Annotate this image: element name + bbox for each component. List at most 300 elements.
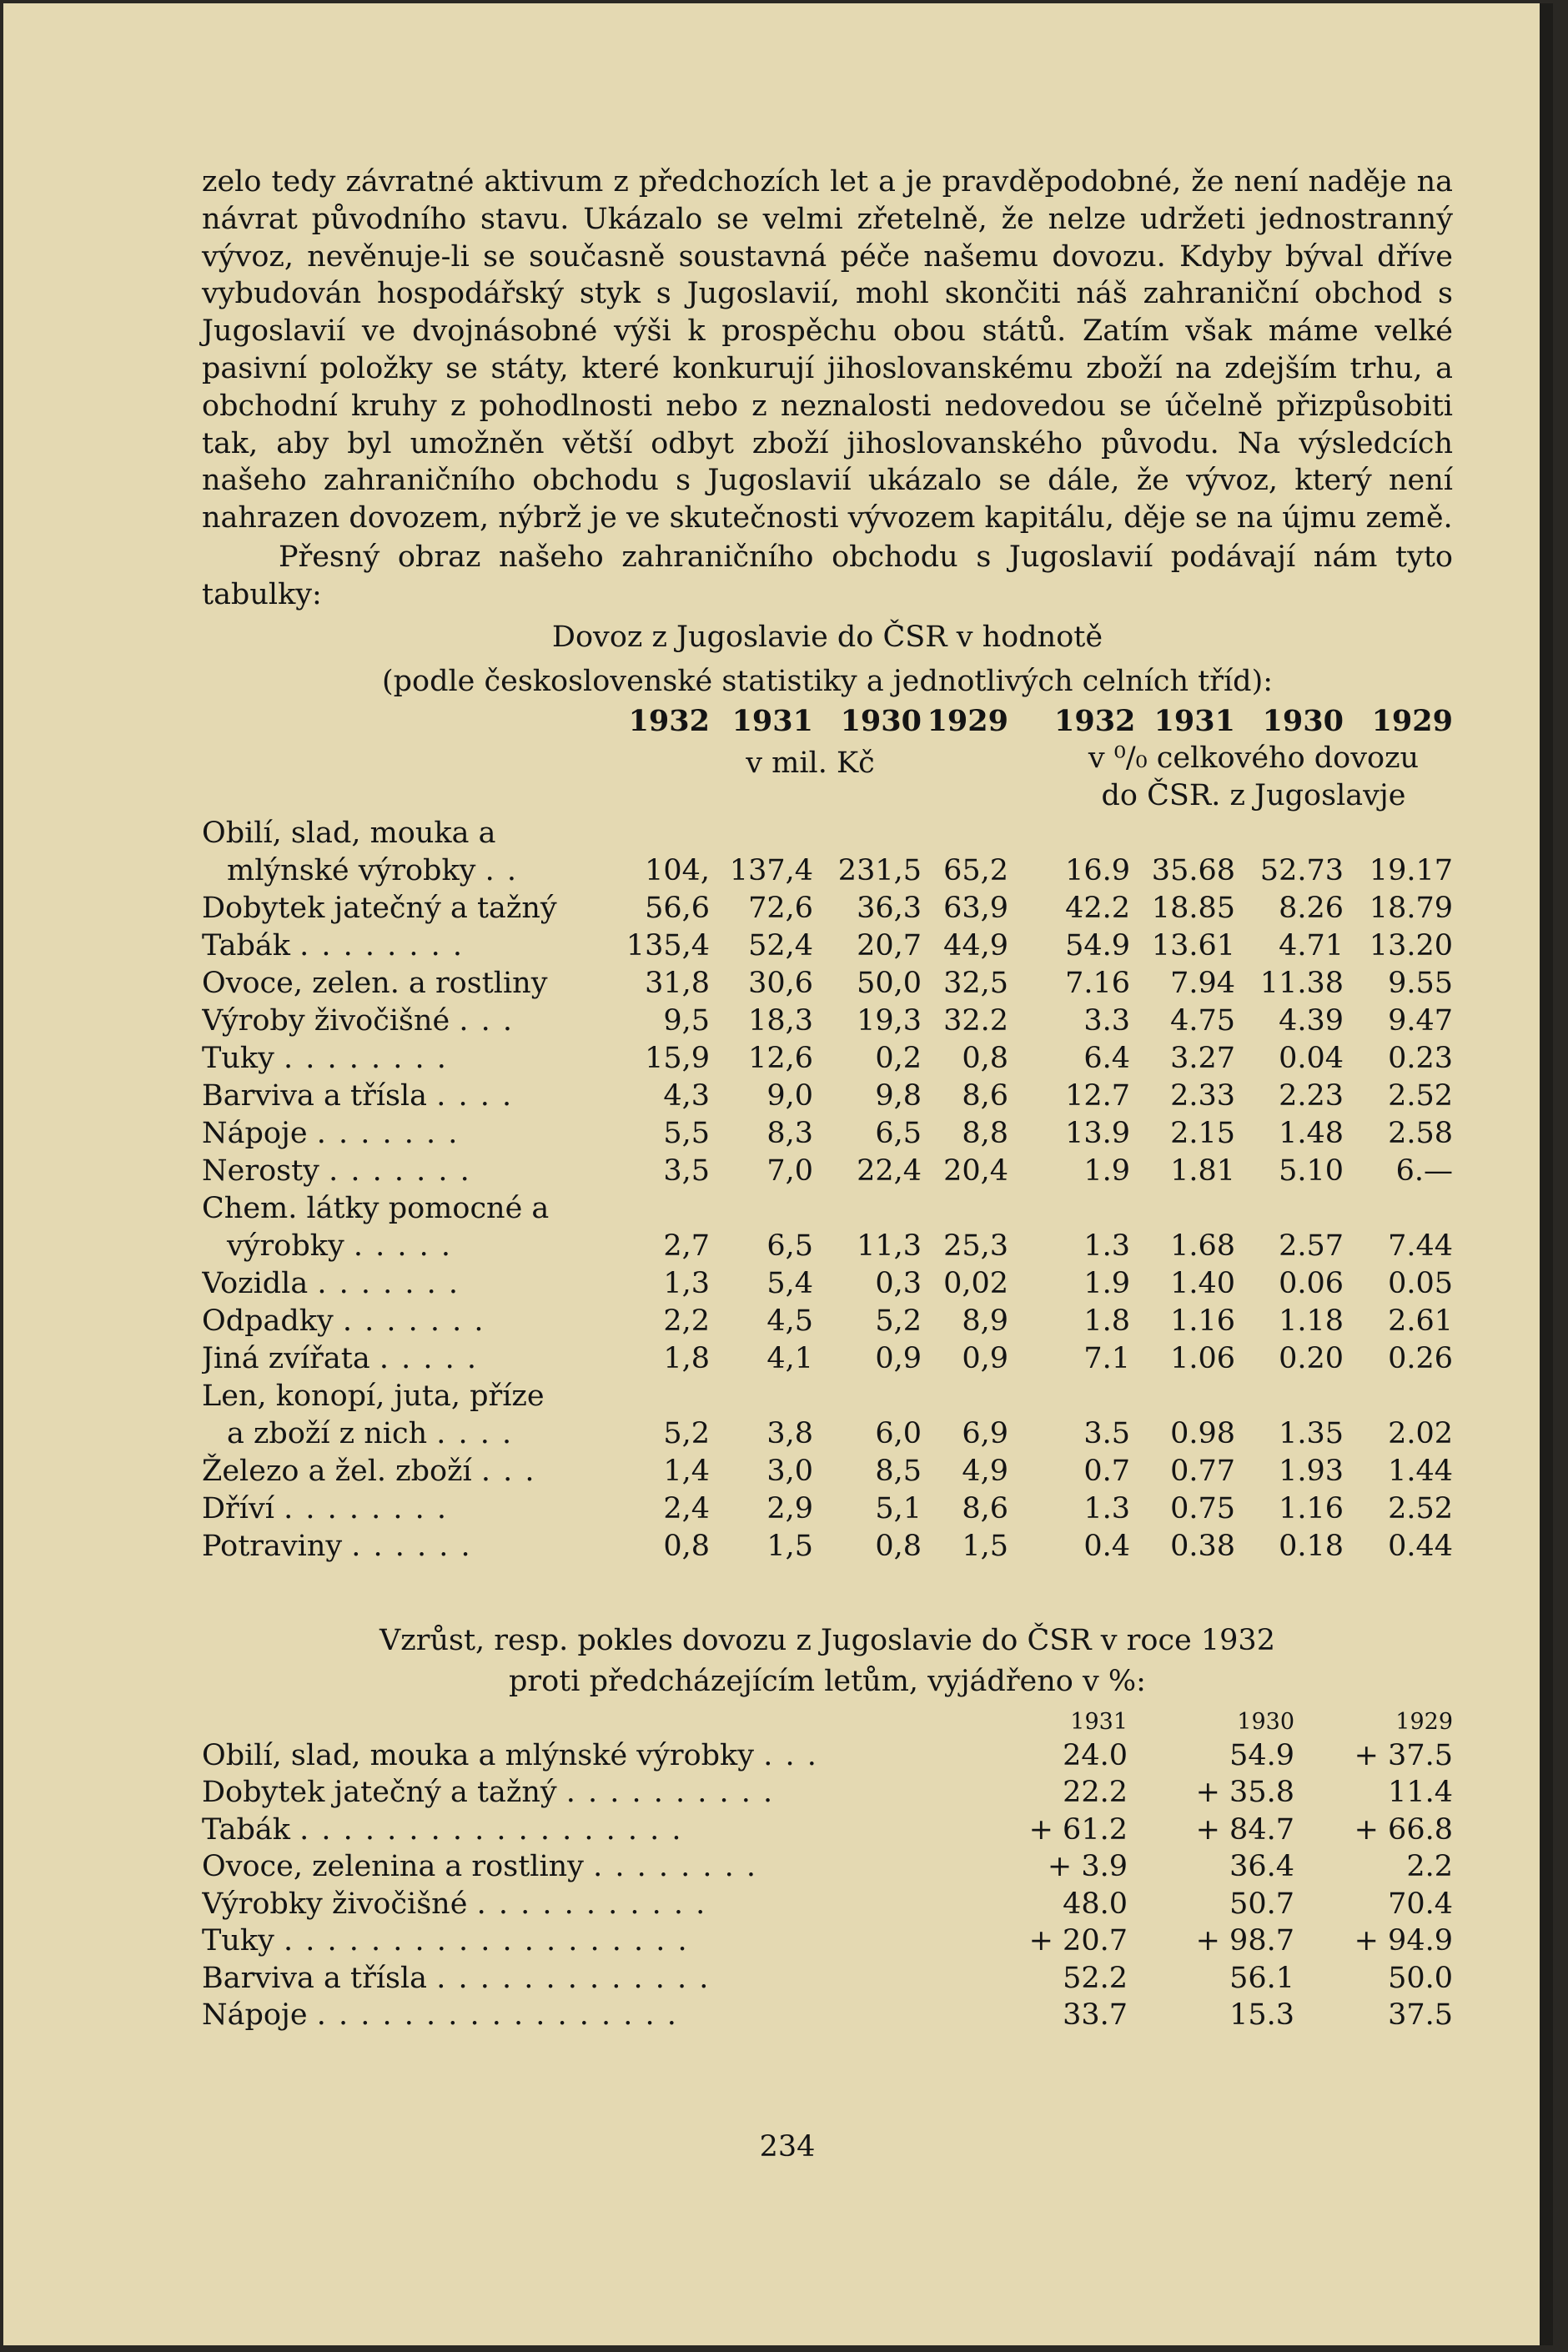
value-cell: 0,9 — [875, 1341, 922, 1375]
value-cell: 104, — [645, 853, 710, 887]
value-cell: 1,3 — [663, 1266, 710, 1300]
table2-year-header — [202, 1707, 1453, 1737]
import-change-table — [202, 1707, 1453, 2034]
percent-cell: 1.93 — [1279, 1454, 1344, 1488]
percent-cell: 1.16 — [1170, 1304, 1235, 1338]
value-cell: 36,3 — [857, 891, 922, 925]
table1-subtitle: (podle československé statistiky a jednotlivých celních tříd): — [381, 664, 1274, 698]
row-label-cell — [202, 965, 612, 1003]
value-cell: 8,5 — [875, 1454, 922, 1488]
percent-cell: 0.38 — [1170, 1529, 1235, 1563]
value-cell: 5,2 — [875, 1304, 922, 1338]
year-header: 1929 — [1371, 703, 1453, 738]
value-cell: 6,5 — [875, 1116, 922, 1150]
column-gap — [1008, 1003, 1054, 1040]
row-label: Barviva a třísla — [202, 1961, 428, 1995]
page-number: 234 — [759, 2130, 816, 2164]
percent-cell: 3.27 — [1170, 1041, 1235, 1075]
leader-dots: . . . . . . . . — [284, 1491, 448, 1525]
percent-cell: 1.9 — [1083, 1266, 1130, 1300]
percent-cell: 1.3 — [1083, 1491, 1130, 1525]
percent-cell: 2.57 — [1279, 1229, 1344, 1263]
year-header: 1931 — [1070, 1708, 1128, 1735]
row-label-cell — [202, 1490, 612, 1528]
column-gap — [1008, 1303, 1054, 1340]
value-cell: 1,4 — [663, 1454, 710, 1488]
row-label-cell — [202, 1848, 969, 1886]
percent-cell: 42.2 — [1065, 891, 1130, 925]
row-label: Výrobky živočišné — [202, 1887, 468, 1921]
percent-cell: 11.38 — [1259, 966, 1344, 1000]
change-cell: 70.4 — [1388, 1887, 1453, 1921]
percent-cell: 2.33 — [1170, 1078, 1235, 1113]
row-label: Železo a žel. zboží — [202, 1454, 472, 1488]
table-row-label-line — [202, 1378, 1453, 1415]
import-value-table — [202, 702, 1453, 1565]
column-gap — [1008, 1078, 1054, 1115]
page-content — [202, 163, 1453, 2034]
percent-cell: 2.58 — [1388, 1116, 1453, 1150]
table-row — [202, 1003, 1453, 1040]
table-row — [202, 1040, 1453, 1078]
value-cell: 4,9 — [962, 1454, 1008, 1488]
percent-cell: 0.04 — [1279, 1041, 1344, 1075]
percent-cell: 4.75 — [1170, 1003, 1235, 1038]
row-label-cell — [202, 1812, 969, 1849]
leader-dots: . . . . . . . . . . . . . . . . . — [316, 1998, 678, 2033]
leader-dots: . . . . . . . . — [299, 928, 465, 962]
value-cell: 5,1 — [875, 1491, 922, 1525]
leader-dots: . . . . . — [353, 1229, 453, 1263]
percent-cell: 1.3 — [1083, 1229, 1130, 1263]
value-cell: 56,6 — [645, 891, 710, 925]
value-cell: 0,3 — [875, 1266, 922, 1300]
value-cell: 6,0 — [875, 1416, 922, 1450]
value-cell: 9,5 — [663, 1003, 710, 1038]
value-cell: 31,8 — [645, 966, 710, 1000]
table-row — [202, 1812, 1453, 1849]
unit-mil-kc: v mil. Kč — [746, 746, 875, 780]
row-label: Nápoje — [202, 1998, 308, 2033]
row-label: Jiná zvířata — [202, 1341, 370, 1375]
table-row — [202, 927, 1453, 965]
percent-cell: 7.1 — [1083, 1341, 1130, 1375]
leader-dots: . . . . — [436, 1078, 514, 1113]
book-page — [3, 3, 1553, 2345]
leader-dots: . . . . . . . . . . . . . . . . . . — [299, 1812, 683, 1847]
value-cell: 1,5 — [962, 1529, 1008, 1563]
value-cell: 7,0 — [766, 1153, 813, 1188]
year-header: 1931 — [1153, 703, 1235, 738]
percent-cell: 6.4 — [1083, 1041, 1130, 1075]
column-gap — [1008, 1040, 1054, 1078]
percent-cell: 1.44 — [1388, 1454, 1453, 1488]
table-row — [202, 1737, 1453, 1775]
column-gap — [1008, 1490, 1054, 1528]
value-cell: 63,9 — [943, 891, 1008, 925]
percent-cell: 2.52 — [1388, 1078, 1453, 1113]
column-gap — [1008, 1340, 1054, 1378]
percent-cell: 9.55 — [1388, 966, 1453, 1000]
change-cell: + 35.8 — [1195, 1776, 1294, 1810]
percent-cell: 1.81 — [1170, 1153, 1235, 1188]
change-cell: 48.0 — [1063, 1887, 1128, 1921]
percent-cell: 13.61 — [1151, 928, 1235, 962]
change-cell: + 94.9 — [1354, 1924, 1453, 1958]
year-header: 1930 — [1262, 703, 1344, 738]
year-header: 1931 — [731, 703, 813, 738]
row-label: Tabák — [202, 1812, 290, 1847]
row-label: Dobytek jatečný a tažný — [202, 891, 557, 925]
leader-dots: . . . . . . . — [316, 1116, 460, 1150]
row-label-cell — [202, 1265, 612, 1303]
table-row — [202, 852, 1453, 890]
change-cell: 50.0 — [1388, 1961, 1453, 1995]
column-gap — [1008, 852, 1054, 890]
value-cell: 18,3 — [748, 1003, 813, 1038]
column-gap — [1008, 1153, 1054, 1190]
year-header: 1930 — [1237, 1708, 1294, 1735]
row-label-continuation: a zboží z nich — [227, 1416, 428, 1450]
leader-dots: . . . . . . . — [317, 1266, 460, 1300]
percent-cell: 1.68 — [1170, 1229, 1235, 1263]
row-label-cell — [202, 1415, 612, 1453]
leader-dots: . . . . . . . . . . . — [476, 1887, 707, 1921]
percent-cell: 1.40 — [1170, 1266, 1235, 1300]
value-cell: 30,6 — [748, 966, 813, 1000]
value-cell: 2,9 — [766, 1491, 813, 1525]
value-cell: 22,4 — [857, 1153, 922, 1188]
column-gap — [1008, 890, 1054, 927]
row-label-cell — [202, 1737, 969, 1775]
change-cell: 36.4 — [1229, 1850, 1294, 1884]
value-cell: 44,9 — [943, 928, 1008, 962]
change-cell: 22.2 — [1063, 1776, 1128, 1810]
row-label: Nerosty — [202, 1153, 319, 1188]
percent-cell: 52.73 — [1259, 853, 1344, 887]
value-cell: 4,3 — [663, 1078, 710, 1113]
year-header: 1930 — [840, 703, 922, 738]
change-cell: 2.2 — [1406, 1850, 1453, 1884]
unit-percent — [1054, 740, 1453, 815]
value-cell: 5,4 — [766, 1266, 813, 1300]
row-label-cell — [202, 1528, 612, 1565]
percent-cell: 54.9 — [1065, 928, 1130, 962]
percent-cell: 1.48 — [1279, 1116, 1344, 1150]
percent-cell: 0.23 — [1388, 1041, 1453, 1075]
value-cell: 12,6 — [748, 1041, 813, 1075]
value-cell: 5,5 — [663, 1116, 710, 1150]
percent-cell: 18.85 — [1151, 891, 1235, 925]
percent-cell: 1.9 — [1083, 1153, 1130, 1188]
row-label: Tuky — [202, 1924, 274, 1958]
row-label: Ovoce, zelen. a rostliny — [202, 966, 548, 1000]
value-cell: 0,8 — [663, 1529, 710, 1563]
row-label-cell — [202, 1922, 969, 1960]
value-cell: 8,3 — [766, 1116, 813, 1150]
table-row — [202, 1303, 1453, 1340]
change-cell: 56.1 — [1229, 1961, 1294, 1995]
value-cell: 4,5 — [766, 1304, 813, 1338]
percent-cell: 5.10 — [1279, 1153, 1344, 1188]
percent-cell: 7.94 — [1170, 966, 1235, 1000]
row-label-cell — [202, 1078, 612, 1115]
row-label: Dříví — [202, 1491, 274, 1525]
unit-percent-line2: do ČSR. z Jugoslavje — [1101, 778, 1406, 812]
percent-cell: 0.7 — [1083, 1454, 1130, 1488]
column-gap — [1008, 927, 1054, 965]
percent-cell: 16.9 — [1065, 853, 1130, 887]
row-label: Tuky — [202, 1041, 274, 1075]
percent-cell: 4.71 — [1279, 928, 1344, 962]
row-label-cell — [202, 1153, 612, 1190]
table-row — [202, 1528, 1453, 1565]
table-row — [202, 1228, 1453, 1265]
row-label: Chem. látky pomocné a — [202, 1191, 550, 1225]
percent-cell: 0.26 — [1388, 1341, 1453, 1375]
percent-cell: 0.98 — [1170, 1416, 1235, 1450]
leader-dots: . . . . . — [379, 1341, 478, 1375]
change-cell: + 66.8 — [1354, 1812, 1453, 1847]
value-cell: 231,5 — [837, 853, 922, 887]
row-label-cell — [202, 927, 612, 965]
column-gap — [1008, 1265, 1054, 1303]
change-cell: + 37.5 — [1354, 1738, 1453, 1772]
table-row — [202, 1153, 1453, 1190]
value-cell: 52,4 — [748, 928, 813, 962]
change-cell: 54.9 — [1229, 1738, 1294, 1772]
table-row-label-line — [202, 1190, 1453, 1228]
row-label: Obilí, slad, mouka a — [202, 816, 496, 850]
change-cell: 37.5 — [1388, 1998, 1453, 2033]
row-label-continuation: mlýnské výrobky — [227, 853, 476, 887]
table-row-label-line — [202, 815, 1453, 852]
value-cell: 6,9 — [962, 1416, 1008, 1450]
table1-unit-header — [202, 740, 1453, 815]
percent-cell: 0.06 — [1279, 1266, 1344, 1300]
row-label: Nápoje — [202, 1116, 308, 1150]
row-label-cell — [202, 1453, 612, 1490]
percent-cell: 7.16 — [1065, 966, 1130, 1000]
table-row — [202, 1453, 1453, 1490]
value-cell: 1,5 — [766, 1529, 813, 1563]
percent-cell: 2.02 — [1388, 1416, 1453, 1450]
percent-cell: 18.79 — [1369, 891, 1453, 925]
value-cell: 65,2 — [943, 853, 1008, 887]
value-cell: 9,0 — [766, 1078, 813, 1113]
table-row — [202, 890, 1453, 927]
table2-subtitle: proti předcházejícím letům, vyjádřeno v %: — [509, 1664, 1146, 1698]
percent-cell: 13.9 — [1065, 1116, 1130, 1150]
percent-cell: 7.44 — [1388, 1229, 1453, 1263]
leader-dots: . . . . . . . . . . — [565, 1776, 775, 1810]
leader-dots: . . . . . . . — [329, 1153, 471, 1188]
row-label: Barviva a třísla — [202, 1078, 428, 1113]
table-row — [202, 1848, 1453, 1886]
row-label-cell — [202, 890, 612, 927]
row-label: Dobytek jatečný a tažný — [202, 1776, 557, 1810]
value-cell: 20,4 — [943, 1153, 1008, 1188]
value-cell: 3,8 — [766, 1416, 813, 1450]
row-label-cell — [202, 1886, 969, 1923]
percent-cell: 9.47 — [1388, 1003, 1453, 1038]
change-cell: 15.3 — [1229, 1998, 1294, 2033]
change-cell: + 98.7 — [1195, 1924, 1294, 1958]
value-cell: 8,6 — [962, 1491, 1008, 1525]
table-row — [202, 1340, 1453, 1378]
row-label: Obilí, slad, mouka a mlýnské výrobky — [202, 1738, 755, 1772]
column-gap — [1008, 1528, 1054, 1565]
column-gap — [1008, 1415, 1054, 1453]
table-row — [202, 1490, 1453, 1528]
year-header: 1932 — [1054, 703, 1136, 738]
value-cell: 2,2 — [663, 1304, 710, 1338]
row-label-continuation: výrobky — [227, 1229, 344, 1263]
value-cell: 8,9 — [962, 1304, 1008, 1338]
percent-cell: 3.5 — [1083, 1416, 1130, 1450]
row-label-cell — [202, 1997, 969, 2034]
leader-dots: . . . — [763, 1738, 818, 1772]
value-cell: 6,5 — [766, 1229, 813, 1263]
change-cell: 11.4 — [1388, 1776, 1453, 1810]
percent-cell: 6.— — [1395, 1153, 1453, 1188]
percent-cell: 0.18 — [1279, 1529, 1344, 1563]
value-cell: 32.2 — [943, 1003, 1008, 1038]
row-label-cell — [202, 1003, 612, 1040]
row-label: Potraviny — [202, 1529, 343, 1563]
value-cell: 137,4 — [729, 853, 813, 887]
percent-cell: 2.23 — [1279, 1078, 1344, 1113]
percent-cell: 19.17 — [1369, 853, 1453, 887]
percent-cell: 1.35 — [1279, 1416, 1344, 1450]
leader-dots: . . . . . . — [351, 1529, 472, 1563]
change-cell: + 3.9 — [1047, 1850, 1128, 1884]
percent-cell: 2.52 — [1388, 1491, 1453, 1525]
value-cell: 50,0 — [857, 966, 922, 1000]
value-cell: 20,7 — [857, 928, 922, 962]
column-gap — [1008, 1228, 1054, 1265]
row-label-cell — [202, 1303, 612, 1340]
value-cell: 1,8 — [663, 1341, 710, 1375]
change-cell: + 61.2 — [1028, 1812, 1128, 1847]
paragraph-2: Přesný obraz našeho zahraničního obchodu s Jugoslavií podávají nám tyto tabulky: — [202, 540, 1453, 611]
leader-dots: . . . . . . . . — [593, 1850, 757, 1884]
row-label-cell — [202, 1228, 612, 1265]
table-row — [202, 1774, 1453, 1812]
table-row — [202, 1078, 1453, 1115]
value-cell: 2,4 — [663, 1491, 710, 1525]
percent-cell: 1.8 — [1083, 1304, 1130, 1338]
value-cell: 0,2 — [875, 1041, 922, 1075]
value-cell: 19,3 — [857, 1003, 922, 1038]
value-cell: 3,0 — [766, 1454, 813, 1488]
leader-dots: . . . — [459, 1003, 515, 1038]
table-row — [202, 965, 1453, 1003]
table-row — [202, 1922, 1453, 1960]
table-row — [202, 1265, 1453, 1303]
row-label: Len, konopí, juta, příze — [202, 1379, 545, 1413]
column-gap — [1008, 1115, 1054, 1153]
column-gap — [1008, 965, 1054, 1003]
leader-dots: . . — [485, 853, 518, 887]
leader-dots: . . . . . . . . — [284, 1041, 448, 1075]
value-cell: 11,3 — [857, 1229, 922, 1263]
value-cell: 8,6 — [962, 1078, 1008, 1113]
change-cell: + 84.7 — [1195, 1812, 1294, 1847]
leader-dots: . . . . — [436, 1416, 514, 1450]
value-cell: 0,8 — [875, 1529, 922, 1563]
paragraph-1: zelo tedy závratné aktivum z předchozích let a je pravděpodobné, že není naděje na návrat původního stavu. Ukázalo se velmi zřetelně, že nelze udržeti jednostranný vývoz, nevěnuje-li se současně soustavná péče našemu dovozu. Kdyby býval dříve vybudován hospodářský styk s Jugoslavií, mohl skončiti náš zahraniční obchod s Jugoslavií ve dvojnásobné výši k prospěchu obou států. Zatím však máme velké pasivní položky se státy, které konkurují jihoslovanskému zboží na zdejším trhu, a obchodní kruhy z pohodlnosti nebo z neznalosti nedovedou se účelně přizpůsobiti tak, aby byl umožněn větší odbyt zboží jihoslovanského původu. Na výsledcích našeho zahraničního obchodu s Jugoslavií ukázalo se dále, že vývoz, který není nahrazen dovozem, nýbrž je ve skutečnosti vývozem kapitálu, děje se na újmu země. — [202, 165, 1453, 535]
value-cell: 0,8 — [962, 1041, 1008, 1075]
percent-cell: 3.3 — [1083, 1003, 1130, 1038]
percent-cell: 1.16 — [1279, 1491, 1344, 1525]
row-label: Vozidla — [202, 1266, 309, 1300]
leader-dots: . . . . . . . . . . . . . . . . . . . — [284, 1924, 689, 1958]
percent-cell: 2.61 — [1388, 1304, 1453, 1338]
change-cell: + 20.7 — [1028, 1924, 1128, 1958]
percent-cell: 2.15 — [1170, 1116, 1235, 1150]
value-cell: 0,02 — [943, 1266, 1008, 1300]
percent-cell: 0.05 — [1388, 1266, 1453, 1300]
value-cell: 4,1 — [766, 1341, 813, 1375]
table-row — [202, 1415, 1453, 1453]
value-cell: 5,2 — [663, 1416, 710, 1450]
row-label: Výroby živočišné — [202, 1003, 450, 1038]
percent-cell: 35.68 — [1151, 853, 1235, 887]
percent-cell: 0.44 — [1388, 1529, 1453, 1563]
value-cell: 2,7 — [663, 1229, 710, 1263]
leader-dots: . . . — [480, 1454, 536, 1488]
row-label-cell — [202, 1960, 969, 1998]
table1-year-header — [202, 702, 1453, 740]
change-cell: 52.2 — [1063, 1961, 1128, 1995]
column-gap — [1008, 1453, 1054, 1490]
percent-cell: 1.06 — [1170, 1341, 1235, 1375]
percent-cell: 0.4 — [1083, 1529, 1130, 1563]
table-row — [202, 1997, 1453, 2034]
table-row — [202, 1886, 1453, 1923]
value-cell: 72,6 — [748, 891, 813, 925]
value-cell: 25,3 — [943, 1229, 1008, 1263]
table1-title: Dovoz z Jugoslavie do ČSR v hodnotě — [551, 620, 1103, 654]
row-label: Odpadky — [202, 1304, 334, 1338]
year-header: 1929 — [927, 703, 1008, 738]
table-row — [202, 1960, 1453, 1998]
unit-percent-line1: v ⁰/₀ celkového dovozu — [1088, 741, 1420, 775]
row-label: Tabák — [202, 928, 290, 962]
percent-cell: 4.39 — [1279, 1003, 1344, 1038]
change-cell: 33.7 — [1063, 1998, 1128, 2033]
row-label-cell — [202, 1115, 612, 1153]
row-label-cell — [202, 852, 612, 890]
value-cell: 3,5 — [663, 1153, 710, 1188]
percent-cell: 0.20 — [1279, 1341, 1344, 1375]
leader-dots: . . . . . . . . . . . . . — [436, 1961, 711, 1995]
leader-dots: . . . . . . . — [342, 1304, 485, 1338]
year-header: 1929 — [1395, 1708, 1453, 1735]
percent-cell: 12.7 — [1065, 1078, 1130, 1113]
value-cell: 0,9 — [962, 1341, 1008, 1375]
percent-cell: 0.75 — [1170, 1491, 1235, 1525]
year-header: 1932 — [628, 703, 710, 738]
table2-title: Vzrůst, resp. pokles dovozu z Jugoslavie do ČSR v roce 1932 — [379, 1623, 1275, 1657]
change-cell: 50.7 — [1229, 1887, 1294, 1921]
table-row — [202, 1115, 1453, 1153]
percent-cell: 8.26 — [1279, 891, 1344, 925]
row-label-cell — [202, 1340, 612, 1378]
percent-cell: 13.20 — [1369, 928, 1453, 962]
value-cell: 9,8 — [875, 1078, 922, 1113]
